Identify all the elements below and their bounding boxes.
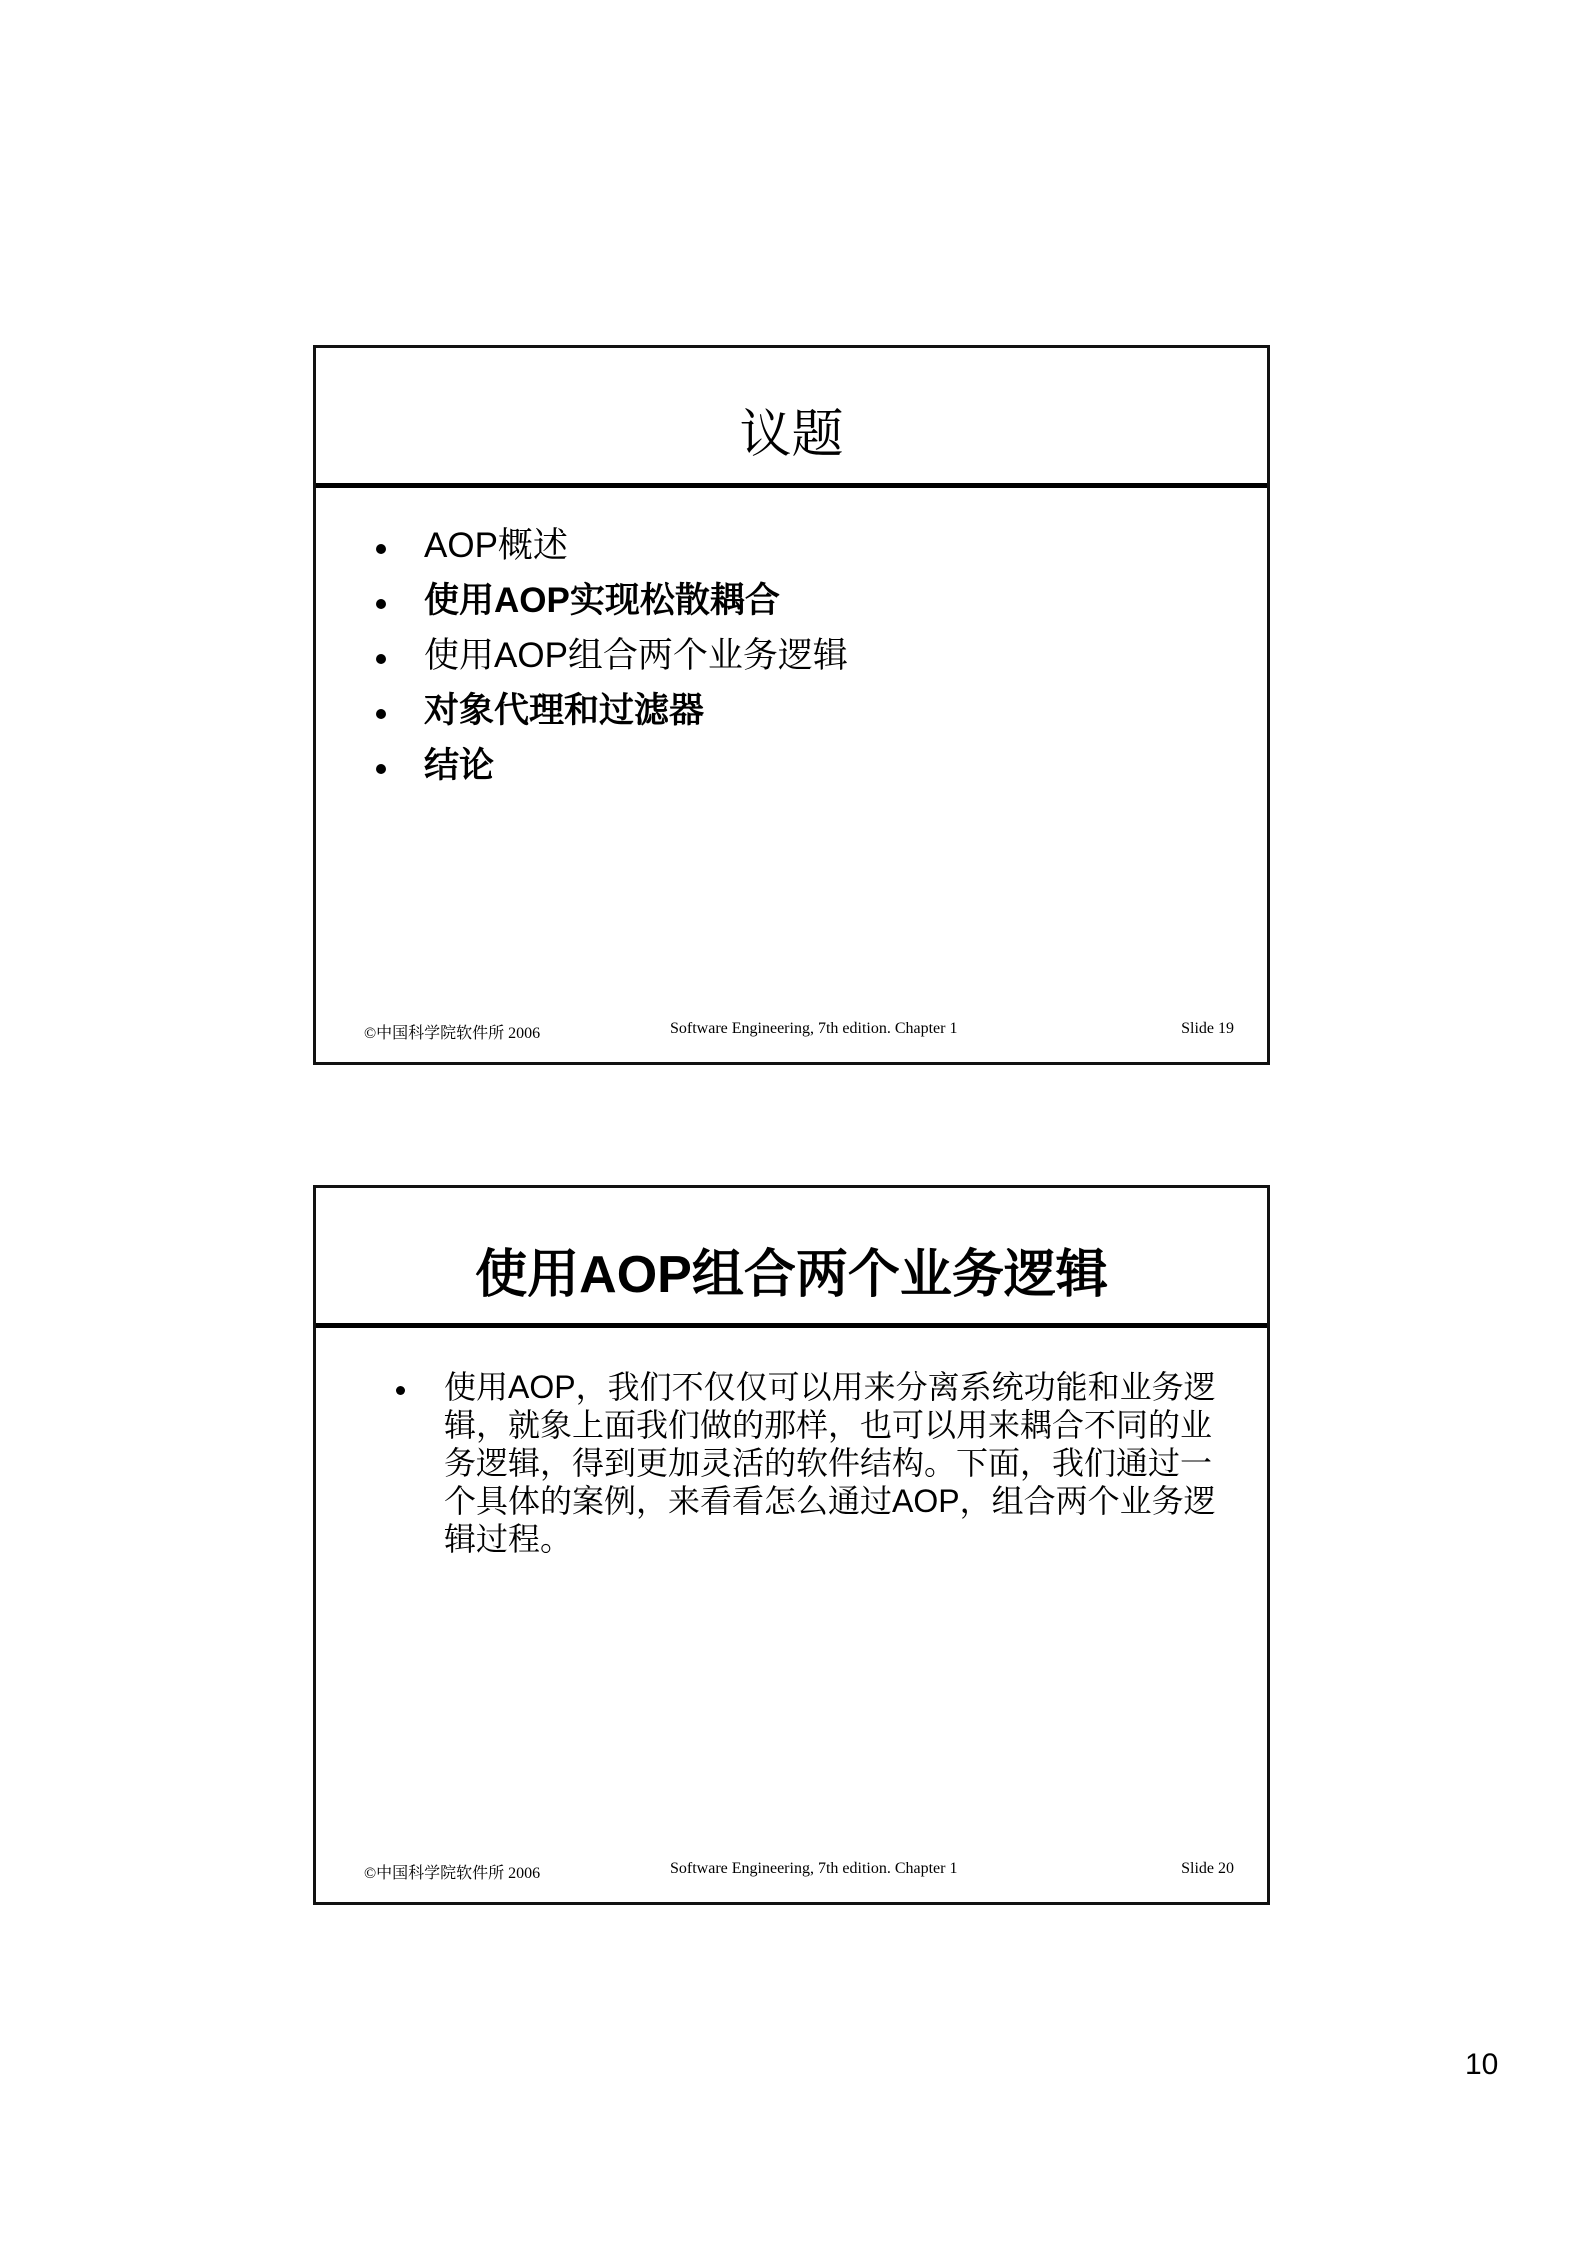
bullet-item: 使用AOP，我们不仅仅可以用来分离系统功能和业务逻辑，就象上面我们做的那样，也可以用来耦合不同的业务逻辑，得到更加灵活的软件结构。下面，我们通过一个具体的案例，来看看怎么通过AOP，组合两个业务逻辑过程。	[316, 1368, 1267, 1558]
bullet-item: 使用AOP实现松散耦合	[316, 573, 1267, 628]
slide-footer	[316, 1020, 1267, 1044]
slide-19	[313, 345, 1270, 1065]
footer-course: Software Engineering, 7th edition. Chapter 1	[670, 1860, 958, 1877]
bullet-item: 使用AOP组合两个业务逻辑	[316, 628, 1267, 683]
footer-slide-number: Slide 20	[1181, 1860, 1234, 1877]
footer-copyright: ©中国科学院软件所 2006	[364, 1865, 541, 1882]
bullet-item: AOP概述	[316, 518, 1267, 573]
slide-title: 议题	[739, 406, 844, 464]
slide-title-area	[316, 348, 1267, 488]
bullet-list	[316, 518, 1267, 793]
bullet-item: 结论	[316, 738, 1267, 793]
bullet-item: 对象代理和过滤器	[316, 683, 1267, 738]
footer-course: Software Engineering, 7th edition. Chapter 1	[670, 1020, 958, 1037]
page-number: 10	[1465, 2048, 1499, 2081]
bullet-list	[316, 1368, 1267, 1558]
slide-footer	[316, 1860, 1267, 1884]
slide-title: 使用AOP组合两个业务逻辑	[475, 1246, 1108, 1304]
footer-slide-number: Slide 19	[1181, 1020, 1234, 1037]
slide-20	[313, 1185, 1270, 1905]
footer-copyright: ©中国科学院软件所 2006	[364, 1025, 541, 1042]
slide-title-area	[316, 1188, 1267, 1328]
